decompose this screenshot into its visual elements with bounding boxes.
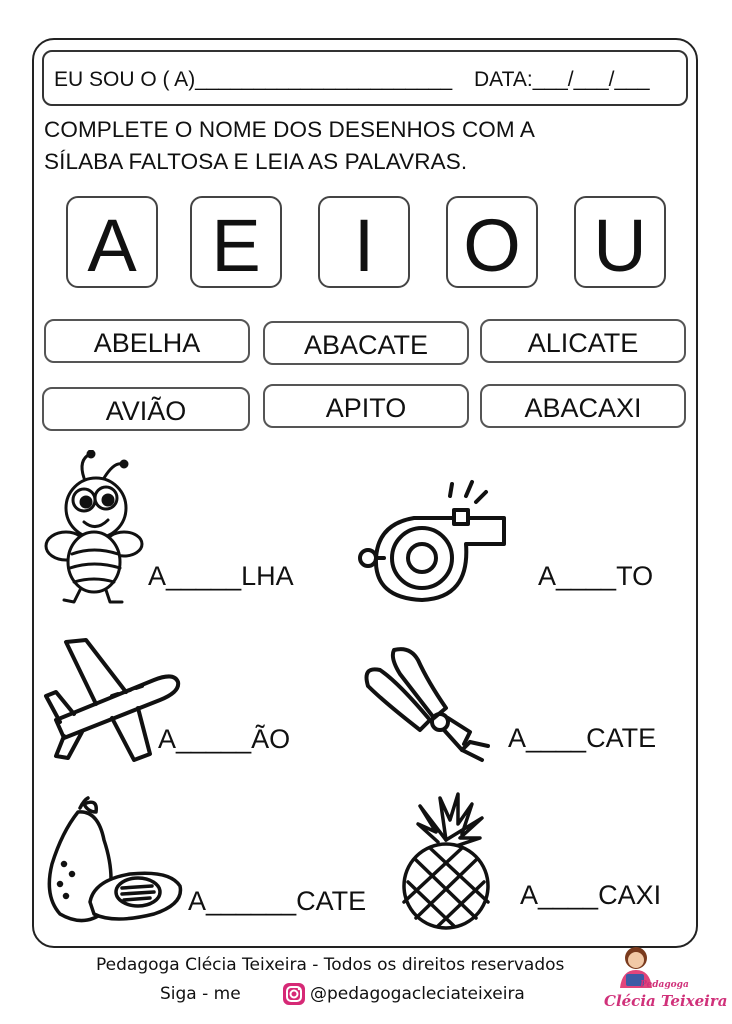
word-abacaxi: ABACAXI xyxy=(480,384,686,428)
brand-small: Pedagoga xyxy=(640,980,689,990)
name-label: EU SOU O ( A)______________________ xyxy=(54,68,453,91)
vowel-e: E xyxy=(190,196,282,288)
vowel-a: A xyxy=(66,196,158,288)
avocado-icon xyxy=(44,796,184,930)
brand-name: Clécia Teixeira xyxy=(604,992,728,1010)
exercise-abacaxi: A____CAXI xyxy=(520,880,662,910)
exercise-aviao: A_____ÃO xyxy=(158,724,291,754)
exercise-abelha: A_____LHA xyxy=(148,561,294,591)
pliers-icon xyxy=(358,646,492,764)
date-label: DATA:___/___/___ xyxy=(474,68,650,91)
instruction-line-1: COMPLETE O NOME DOS DESENHOS COM A xyxy=(44,117,535,142)
pineapple-icon xyxy=(396,790,496,930)
exercise-apito: A____TO xyxy=(538,561,654,591)
whistle-icon xyxy=(354,478,514,608)
instagram-icon xyxy=(282,982,306,1006)
footer-credit: Pedagoga Clécia Teixeira - Todos os direitos reservados xyxy=(96,955,565,975)
exercise-alicate: A____CATE xyxy=(508,723,657,753)
instruction-line-2: SÍLABA FALTOSA E LEIA AS PALAVRAS. xyxy=(44,149,468,174)
vowel-i: I xyxy=(318,196,410,288)
word-aviao: AVIÃO xyxy=(42,387,250,431)
word-abacate: ABACATE xyxy=(263,321,469,365)
word-alicate: ALICATE xyxy=(480,319,686,363)
name-date-box xyxy=(42,50,688,106)
word-abelha: ABELHA xyxy=(44,319,250,363)
footer-follow: Siga - me xyxy=(160,984,241,1004)
footer-handle: @pedagogacleciateixeira xyxy=(310,984,525,1004)
bee-icon xyxy=(44,450,144,610)
vowel-o: O xyxy=(446,196,538,288)
word-apito: APITO xyxy=(263,384,469,428)
vowel-u: U xyxy=(574,196,666,288)
exercise-abacate: A______CATE xyxy=(188,886,367,916)
